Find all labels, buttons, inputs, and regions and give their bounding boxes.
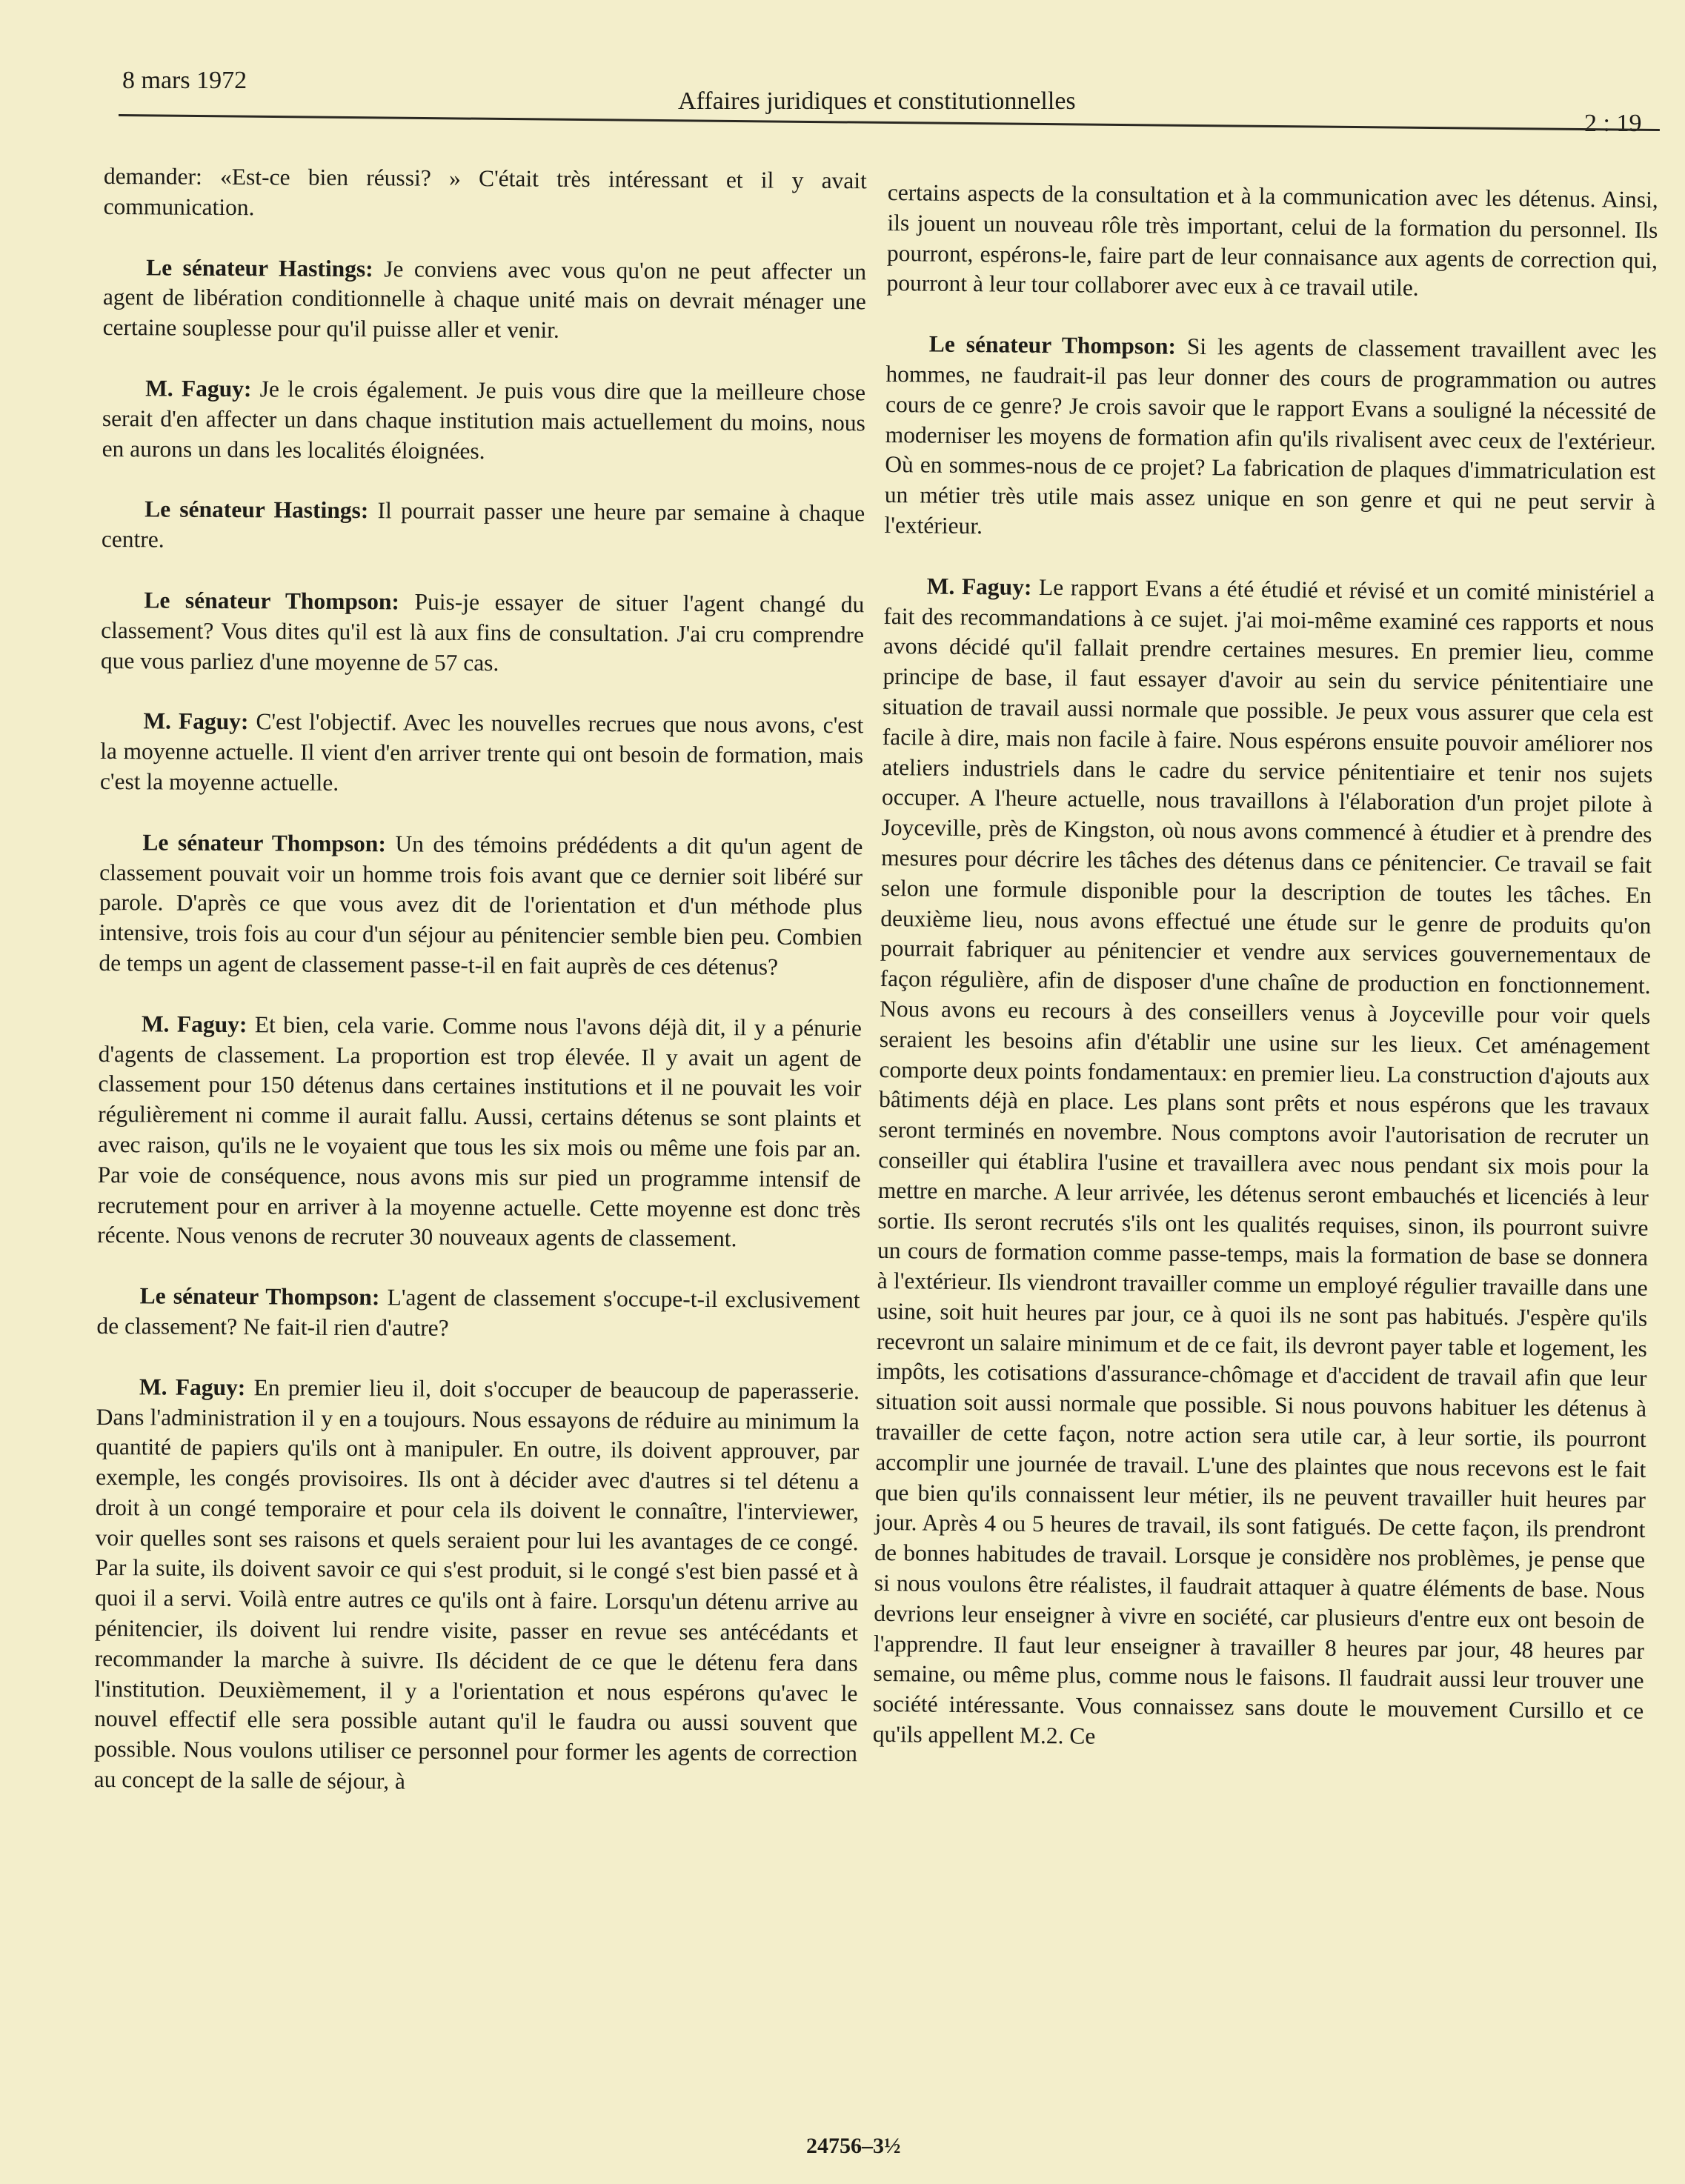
paragraph-text: Puis-je essayer de situer l'agent changé du classement? Vous dites qu'il est là aux fins de consultation. J'ai cru comprendre que vous parliez d'une moyenne de 57 cas. xyxy=(100,588,865,676)
header-divider xyxy=(119,114,1660,131)
paragraph xyxy=(104,162,867,227)
left-column xyxy=(93,162,867,1830)
speaker-name: Le sénateur Hastings: xyxy=(144,496,369,524)
speaker-name: M. Faguy: xyxy=(139,1374,246,1400)
paragraph-text: Un des témoins prédédents a dit qu'un agent de classement pouvait voir un homme trois fois avant que ce dernier soit libéré sur parole. D'après ce que vous avez dit de l'orientation et d'un méthode plus intensive, trois fois au cour d'un séjour au pénitencier semble bien peu. Combien de temps un agent de classement passe-t-il en fait auprès de ces détenus? xyxy=(99,830,863,980)
speaker-name: M. Faguy: xyxy=(145,375,252,402)
paragraph xyxy=(873,571,1655,1757)
paragraph-text: Je conviens avec vous qu'on ne peut affecter un agent de libération conditionnelle à chaque unité mais on devrait ménager une certaine souplesse pour qu'il puisse aller et venir. xyxy=(102,255,867,343)
footer-code: 24756–3½ xyxy=(806,2134,901,2158)
paragraph-text: C'est l'objectif. Avec les nouvelles recrues que nous avons, c'est la moyenne actuelle. Il vient d'en arriver trente qui ont besoin de formation, mais c'est la moyenne actuelle. xyxy=(99,708,864,796)
paragraph xyxy=(96,1281,860,1346)
paragraph-text: Si les agents de classement travaillent avec les hommes, ne faudrait-il pas leur donner des cours de programmation ou autres cours de ce genre? Je crois savoir que le rapport Evans a souligné la nécessité de moderniser les moyens de formation afin qu'ils rivalisent avec ceux de l'extérieur. Où en sommes-nous de ce projet? La fabrication de plaques d'immatriculation est un métier très utile mais assez unique en son genre et qui ne peut servir à l'extérieur. xyxy=(884,333,1657,539)
speaker-name: M. Faguy: xyxy=(926,573,1032,600)
paragraph xyxy=(103,253,867,348)
paragraph xyxy=(100,706,864,802)
paragraph xyxy=(99,828,863,983)
paragraph xyxy=(101,585,865,681)
page-number: 2 : 19 xyxy=(1584,110,1642,137)
paragraph xyxy=(94,1372,860,1800)
paragraph xyxy=(886,178,1658,306)
header-title: Affaires juridiques et constitutionnelles xyxy=(678,87,1076,115)
speaker-name: Le sénateur Hastings: xyxy=(146,253,373,282)
paragraph-text: Et bien, cela varie. Comme nous l'avons déjà dit, il y a pénurie d'agents de classement. La proportion est trop élevée. Il y avait un agent de classement pour 150 détenus dans certaines institutions et il ne pouvait les voir régulièrement ni comme il aurait fallu. Aussi, certains détenus se sont plaints et avec raison, qu'ils ne le voyaient que tous les six mois ou même une fois par an. Par voie de conséquence, nous avons mis sur pied un programme intensif de recrutement pour en arriver à la moyenne actuelle. Cette moyenne est donc très récente. Nous venons de recruter 30 nouveaux agents de classement. xyxy=(97,1011,862,1252)
paragraph-text: L'agent de classement s'occupe-t-il exclusivement de classement? Ne fait-il rien d'autre? xyxy=(96,1284,860,1341)
paragraph xyxy=(884,329,1657,548)
paragraph-text: Il pourrait passer une heure par semaine à chaque centre. xyxy=(101,497,865,553)
speaker-name: Le sénateur Thompson: xyxy=(139,1282,380,1311)
paragraph xyxy=(97,1009,862,1256)
speaker-name: Le sénateur Thompson: xyxy=(142,829,386,857)
speaker-name: Le sénateur Thompson: xyxy=(144,587,400,615)
speaker-name: M. Faguy: xyxy=(143,708,249,735)
header-date: 8 mars 1972 xyxy=(122,67,247,94)
paragraph-text: Le rapport Evans a été étudié et révisé et un comité ministériel a fait des recommandations à ce sujet. j'ai moi-même examiné ces rapports et nous avons décidé qu'il fallait prendre certaines mesures. En premier lieu, comme principe de base, il faut essayer d'avoir au sein du service pénitentiaire une situation de travail aussi normale que possible. Je peux vous assurer que cela est facile à dire, mais non facile à faire. Nous espérons ensuite pouvoir améliorer nos ateliers industriels dans le cadre du service pénitentiaire et tenir nos sujets occuper. A l'heure actuelle, nous travaillons à l'élaboration d'un projet pilote à Joyceville, près de Kingston, où nous avons commencé à étudier et à prendre des mesures pour décrire les tâches des détenus dans ce pénitencier. Ce travail se fait selon une formule disponible pour la description de toutes les tâches. En deuxième lieu, nous avons effectué une étude sur le genre de produits qu'on pourrait fabriquer au pénitencier et vendre aux services gouvernementaux de façon régulière, afin de disposer d'une chaîne de production en fonctionnement. Nous avons eu recours à des conseillers venus à Joyceville pour voir quels seraient les besoins afin d'établir une usine sur les lieux. Cet aménagement comporte deux points fondamentaux: en premier lieu. La construction d'ajouts aux bâtiments déjà en place. Les plans sont prêts et nous espérons que les travaux seront terminés en novembre. Nous comptons avoir l'autorisation de recruter un conseiller qui établira l'usine et travaillera avec nous pendant six mois pour la mettre en marche. A leur arrivée, les détenus seront embauchés et licenciés à leur sortie. Ils seront recrutés s'ils ont les qualités requises, sinon, ils pourront suivre un cours de formation comme passe-temps, mais la formation de base se donnera à l'extérieur. Ils viendront travailler comme un employé régulier travaille dans une usine, soit huit heures par jour, ce à quoi ils ne sont pas habitués. J'espère qu'ils recevront un salaire minimum et de ce fait, ils devront payer table et logement, les impôts, les cotisations d'assurance-chômage et d'accident de travail afin que leur situation soit aussi normale que possible. Si nous pouvons habituer les détenus à travailler de cette façon, notre action sera utile car, à leur sortie, ils pourront accomplir une journée de travail. L'une des plaintes que nous recevons est le fait que bien qu'ils connaissent leur métier, ils ne peuvent travailler huit heures par jour. Après 4 ou 5 heures de travail, ils sont fatigués. De cette façon, ils prendront de bonnes habitudes de travail. Lorsque je considère nos problèmes, je pense que si nous voulons être réalistes, il faudrait attaquer à quatre éléments de base. Nous devrions leur enseigner à vivre en société, car plusieurs d'entre eux ont besoin de l'apprendre. Il faut leur enseigner à travailler 8 heures par jour, 48 heures par semaine, ou même plus, comme nous le faisons. Il faudrait aussi leur trouver une société intéressante. Vous connaissez sans doute le mouvement Cursillo et ce qu'ils appellent M.2. Ce xyxy=(872,573,1655,1749)
paragraph-text: Je le crois également. Je puis vous dire que la meilleure chose serait d'en affecter un dans chaque institution mais actuellement du moins, nous en aurons un dans les localités éloignées. xyxy=(102,376,866,464)
paragraph xyxy=(102,494,865,559)
speaker-name: Le sénateur Thompson: xyxy=(928,330,1177,359)
paragraph-text: demander: «Est-ce bien réussi? » C'était très intéressant et il y avait communication. xyxy=(103,162,867,221)
paragraph xyxy=(102,373,866,469)
paragraph-text: En premier lieu il, doit s'occuper de beaucoup de paperasserie. Dans l'administration il y en a toujours. Nous essayons de réduire au minimum la quantité de papiers qu'ils ont à manipuler. En outre, ils doivent approuver, par exemple, les congés provisoires. Ils ont à décider avec d'autres si tel détenu a droit à un congé temporaire et pour cela ils doivent le connaître, l'interviewer, voir quelles sont ses raisons et quels seraient pour lui les avantages de ce congé. Par la suite, ils doivent savoir ce qui s'est produit, si le congé s'est bien passé et à quoi il a servi. Voilà entre autres ce qu'ils ont à faire. Lorsqu'un détenu arrive au pénitencier, ils doivent lui rendre visite, passer en revue ses antécédants et recommander la marche à suivre. Ils décident de ce que le détenu fera dans l'institution. Deuxièmement, il y a l'orientation et nous espérons qu'avec le nouvel effectif elle sera possible autant qu'il le faudra ou aussi souvent que possible. Nous voulons utiliser ce personnel pour former les agents de correction au concept de la salle de séjour, à xyxy=(93,1374,860,1794)
right-column xyxy=(872,178,1658,1788)
paragraph-text: certains aspects de la consultation et à la communication avec les détenus. Ainsi, ils jouent un nouveau rôle très important, celui de la formation du personnel. Ils pourront, espérons-le, faire part de leur connaisance aux agents de correction qui, pourront à leur tour collaborer avec eux à ce travail utile. xyxy=(886,179,1658,302)
speaker-name: M. Faguy: xyxy=(141,1011,247,1037)
